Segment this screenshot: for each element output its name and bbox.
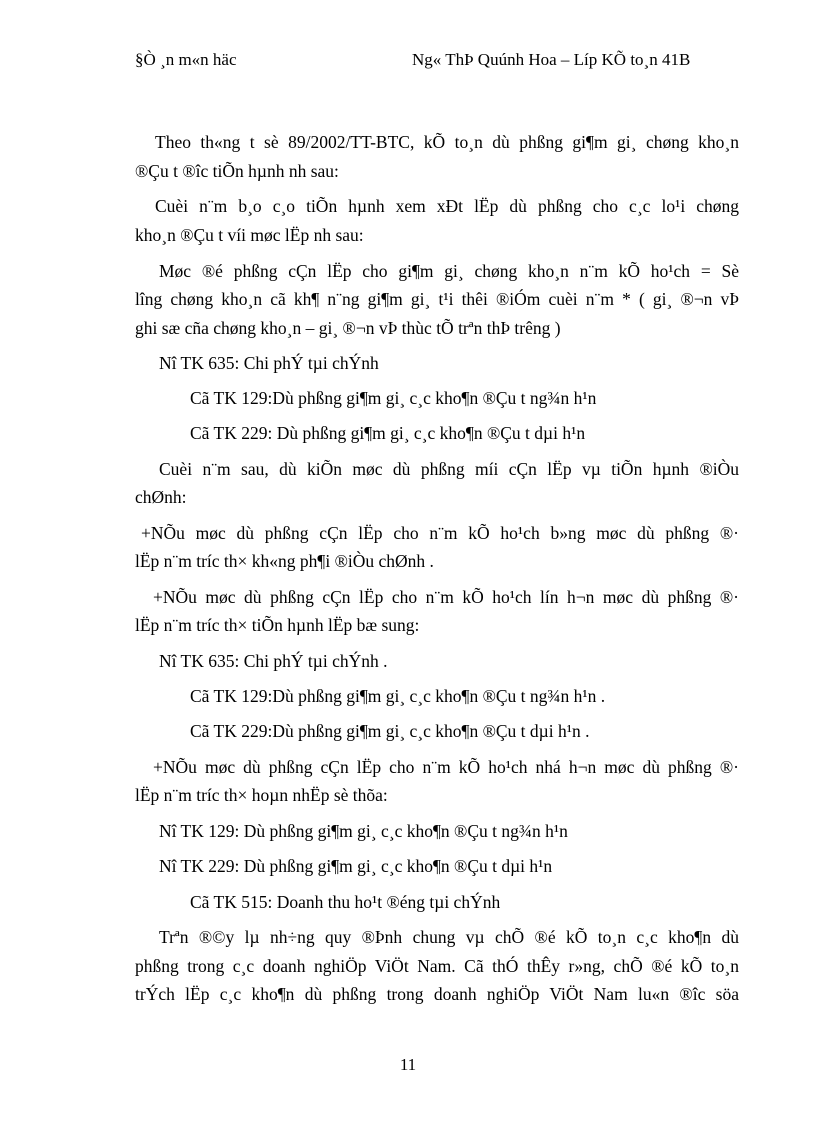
text-line: Cã TK 229:Dù phßng gi¶m gi¸ c¸c kho¶n ®Çu t dµi h¹n . [190, 721, 590, 741]
text-line: Cuèi n¨m b¸o c¸o tiÕn hµnh xem xÐt lËp dù phßng cho c¸c lo¹i chøng [155, 196, 739, 216]
text-line: +NÕu møc dù phßng cÇn lËp cho n¨m kÕ ho¹ch lín h¬n møc dù phßng ®· [153, 587, 739, 607]
text-line: Theo th«ng t sè 89/2002/TT-BTC, kÕ to¸n dù phßng gi¶m gi¸ chøng kho¸n [155, 132, 739, 152]
text-line: trÝch lËp c¸c kho¶n dù phßng trong doanh nghiÖp ViÖt Nam lu«n ®îc söa [135, 984, 739, 1004]
text-line: Nî TK 635: Chi phÝ tµi chÝnh . [159, 651, 388, 671]
text-line: phßng trong c¸c doanh nghiÖp ViÖt Nam. Cã thÓ thÊy r»ng, chÕ ®é kÕ to¸n [135, 956, 739, 976]
text-line: Cã TK 129:Dù phßng gi¶m gi¸ c¸c kho¶n ®Çu t ng¾n h¹n . [190, 686, 606, 706]
header-left: §Ò ¸n m«n häc [135, 50, 237, 69]
text-line: kho¸n ®Çu t víi møc lËp nh sau: [135, 225, 364, 245]
text-line: +NÕu møc dù phßng cÇn lËp cho n¨m kÕ ho¹ch nhá h¬n møc dù phßng ®· [153, 757, 739, 777]
text-line: Nî TK 129: Dù phßng gi¶m gi¸ c¸c kho¶n ®Çu t ng¾n h¹n [159, 821, 568, 841]
text-line: lîng chøng kho¸n cã kh¶ n¨ng gi¶m gi¸ t¹i thêi ®iÓm cuèi n¨m * ( gi¸ ®¬n vÞ [135, 289, 739, 309]
text-line: Trªn ®©y lµ nh÷ng quy ®Þnh chung vµ chÕ ®é kÕ to¸n c¸c kho¶n dù [159, 927, 739, 947]
text-line: Nî TK 229: Dù phßng gi¶m gi¸ c¸c kho¶n ®Çu t dµi h¹n [159, 856, 553, 876]
text-line: Cã TK 515: Doanh thu ho¹t ®éng tµi chÝnh [190, 892, 501, 912]
text-line: ®Çu t ®îc tiÕn hµnh nh sau: [135, 161, 339, 181]
text-line: lËp n¨m tríc th× kh«ng ph¶i ®iÒu chØnh . [135, 551, 434, 571]
header-right: Ng« ThÞ Quúnh Hoa – Líp KÕ to¸n 41B [412, 50, 691, 69]
text-line: Nî TK 635: Chi phÝ tµi chÝnh [159, 353, 379, 373]
text-line: Møc ®é phßng cÇn lËp cho gi¶m gi¸ chøng kho¸n n¨m kÕ ho¹ch = Sè [159, 261, 739, 281]
text-line: lËp n¨m tríc th× hoµn nhËp sè thõa: [135, 785, 388, 805]
text-line: chØnh: [135, 487, 187, 507]
text-line: ghi sæ cña chøng kho¸n – gi¸ ®¬n vÞ thùc tÕ trªn thÞ trêng ) [135, 318, 561, 338]
page-number: 11 [399, 1055, 417, 1074]
text-line: lËp n¨m tríc th× tiÕn hµnh lËp bæ sung: [135, 615, 420, 635]
text-line: +NÕu møc dù phßng cÇn lËp cho n¨m kÕ ho¹ch b»ng møc dù phßng ®· [141, 523, 739, 543]
text-line: Cã TK 129:Dù phßng gi¶m gi¸ c¸c kho¶n ®Çu t ng¾n h¹n [190, 388, 597, 408]
text-line: Cuèi n¨m sau, dù kiÕn møc dù phßng míi cÇn lËp vµ tiÕn hµnh ®iÒu [159, 459, 739, 479]
text-line: Cã TK 229: Dù phßng gi¶m gi¸ c¸c kho¶n ®Çu t dµi h¹n [190, 423, 586, 443]
